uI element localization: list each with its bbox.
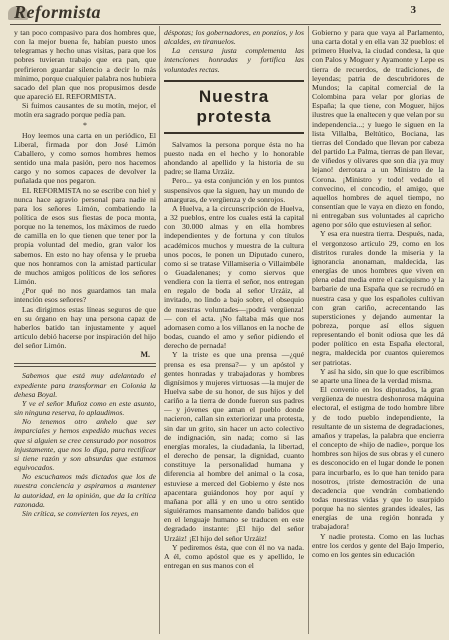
paragraph: Y así ha sido, sin que lo que escribimos se aparte una línea de la verdad misma. <box>312 366 444 385</box>
paragraph: No tenemos otro anhelo que ser imparciales y hemos expedido muchas veces que si alguien se cree censurado por nosotros injustamente, que nos lo diga, para rectificar si tiene razón y son absurdas que estamos equivocados. <box>14 417 156 473</box>
section-rule <box>14 363 156 367</box>
page-number: 3 <box>410 4 416 16</box>
paragraph: A Huelva, a la circunscripción de Huelva, a 32 pueblos, entre los cuales está la capital con 30.000 almas y en ella hombres independientes y de fortuna y con títulos académicos muchos y muestra de la cultura unos pocos, le ponen un Diputado cunero, como si se tratase Villamiseria o Villaimbéle o Guadalenanes; y como siervos que vendiera con la tierra el señor, nos entregan en regalo de boda al señor Urzáiz, al invitado, no lindo a bajo sobre, el obsequio de nuestras voluntades—¡podrá vergüenza!— con el acta. ¡No faltaba más que nos adornasen como a los villanos en la noche de bodas, cuando el amo y señor pidiendo el derecho de pernada! <box>164 203 304 351</box>
article-headline: Nuestra protesta <box>196 86 272 126</box>
paragraph: Hoy leemos una carta en un periódico, El Liberal, firmada por don José Limón Caballero, y como somos hombres hemos sentido una mala pasión, pero nos hacemos cargo y no somos capaces de devolver la puñalada que nos pegaron. <box>14 130 156 186</box>
column-1 <box>14 28 156 636</box>
masthead <box>8 2 134 22</box>
paragraph: Salvamos la persona porque ésta no ha puesto nada en el hecho y lo honorable ahondando al apellido y la historia de su padre; se llama Urzáiz. <box>164 139 304 177</box>
paragraph: Si fuimos causantes de su motín, mejor, el motín era sagrado porque pedía pan. <box>14 101 156 120</box>
paragraph: Las dirigimos estas líneas seguros de que en su órgano en hay una persona capaz de haberlos batido tan injustamente y aquel artículo debió hacerse por inspiración del hijo del señor Limón. <box>14 304 156 351</box>
paragraph: déspotas; los gobernadores, en ponzios, y los alcaldes, en tiranuelos. <box>164 28 304 47</box>
paragraph: EL REFORMISTA no se escribe con hiel y nunca hace agravio personal para nadie ni para los señores Limón, combatiendo la política de esos sus fiestas de poca monta, porque no la tenemos, los máximos de ruedo de camilla en lo que tienen que tener por la propia voluntad del medio, gran valor los sabemos. En esto no hay ofensa y le prueba que nos honramos con la amistad particular de muchos amigos políticos de los señores Limón. <box>14 185 156 287</box>
paragraph: Gobierno y para que vaya al Parlamento, una carta dotal y en ella van 32 pueblos: el primero Huelva, la ciudad condesa, la que con Palos y Moguer y Ayamonte y Lepe es tierra de recuerdos, de tradiciones, de leyendas; patria de descubridores de Mundos; la capital comercial de la Colombina para velar por glorias de España; la que tiene, con Moguer, hijos ilustres que la enaltecen y que velan por su independencia...; y luego le siguen en la lista Villalba, Beltútico, Bociana, las tierras del Condado que llevan por cabeza del partido La Palma, tierras de pan llevar, de viñedos y olivares que son dia ¡ya muy lejano! derrotara a un Ministro de la Corona. ¡Ministro y todo! vedado el convecino, el concodio, el amigo, que aquellos hombres de aquel tiempo, no consentían que le vaya en diezo en fondo, ni entregaban sus voluntades al capricho ageno por sólo que estuviesen al señor. <box>312 28 444 230</box>
header-rule <box>10 24 441 25</box>
headline-box <box>164 80 304 134</box>
masthead-title: Reformista <box>14 2 102 22</box>
separator-star: * <box>83 120 87 130</box>
paragraph: y tan poco compasivo para dos hombres que, con la mejor buena fe, habían puesto unos telegramas y hecho unas visitas, para que los pobres tuvieran trabajo que era pan, que prefirieron guardar silencio a decir lo más mínimo, porque cualquier palabra nos hubiera sacado del plan que nos propusimos desde que apareció EL REFORMISTA. <box>14 28 156 102</box>
column-3 <box>312 28 444 636</box>
paragraph: Pero... ya esta conjunción y en los puntos suspensivos que la siguen, hay un mundo de amarguras, de vergüenza y de sonrojos. <box>164 176 304 204</box>
paragraph: Y la triste es que una prensa —¿qué prensa es esa prensa?— y un apóstol y gentes honradas y trabajadoras y hombres dignísimos y mujeres virtuosas —la mujer de Huelva sabe de su honor, de sus hijos y del cariño a la tierra de donde fueron sus padres— y jóvenes que aman el pueblo donde nacieron, callan sin exteriorizar una protesta, sin dar un grito, sin hacer un acto colectivo de indignación, sin nada; como si las energías morales, la ciudadanía, la libertad, el derecho de pensar, la dignidad, cuanto constituye la personalidad humana y diferencia al hombre del animal o la cosa, estuviese a merced del Gobierno y éste nos apacentara guiándonos hoy por aquí y mañana por allá y en uno u otro sentido siguiéramos mansamente dando balidos que en el lenguaje humano se traducen en este degradado instante: ¡El hijo del señor Urzáiz! ¡El hijo del señor Urzáiz! <box>164 350 304 543</box>
paragraph: La censura justa complementa las intenciones honradas y fortifica las voluntades rectas. <box>164 46 304 74</box>
signature: M. <box>140 350 150 360</box>
column-divider <box>159 26 160 634</box>
paragraph: Y pediremos ésta, que con él no va nada. A él, como apóstol que es y apellido, le entregan en sus manos con el <box>164 542 304 570</box>
column-2 <box>164 28 304 636</box>
paragraph: No escuchamos más dictados que los de nuestra conciencia y aspiramos a mantener la autoridad, en la opinión, que da la crítica razonada. <box>14 472 156 509</box>
paragraph: Y esa era nuestra tierra. Después, nada, el vergonzoso artículo 29, como en los distritos rurales donde la miseria y la ignorancia anonaman, maldecida, las energías de unos hombres que viven en plena edad media entre el caciquismo y la barbarie de una España que se recrudó en nuestra casa y que los españoles cultivan con gran cariño, acrecentando las supersticiones y dejando aumentar la pobreza, porque así ellos siguen representando el bonit odiosa que les dá poder político en esta España electoral, negra, maldecida por cuantos quieremos ser patriotas. <box>312 229 444 367</box>
paragraph: ¿Por qué no nos guardamos tan mala intención esos señores? <box>14 286 156 305</box>
paragraph: Y ve el señor Muñoz como en este asunto, sin ninguna reserva, lo aplaudimos. <box>14 398 156 418</box>
paragraph: Sin crítica, se convierten los reyes, en <box>22 508 139 518</box>
paragraph: El convenio en los diputados, la gran vergüenza de nuestra deshonrosa máquina electoral, el estigma de todo hombre libre y de todo pueblo independiente, la resultante de un sistema de degradaciones, amaños y trapelas, la palabra que encierra el concepto de «hijo de nadie», porque los hombres son hijos de sus obras y el cunero es desconocido en el lugar donde le ponen para incurbarlo, es lo que han tenido para nosotros, ¡triste demostración de una decadencia que vendrán combatiendo todas nuestras vidas y que lo usurpido porque ha no sientes grandes ideales, las energías de una región honrada y trabajadora! <box>312 385 444 532</box>
column-divider <box>308 26 309 634</box>
paragraph: Sabemos que está muy adelantado el expediente para transformar en Colonia la dehesa Boyal. <box>14 371 156 399</box>
paragraph: Y nadie protesta. Como en las luchas entre los cerdos y gente del Bajo Imperio, como en los gentes sin educación <box>312 531 444 559</box>
